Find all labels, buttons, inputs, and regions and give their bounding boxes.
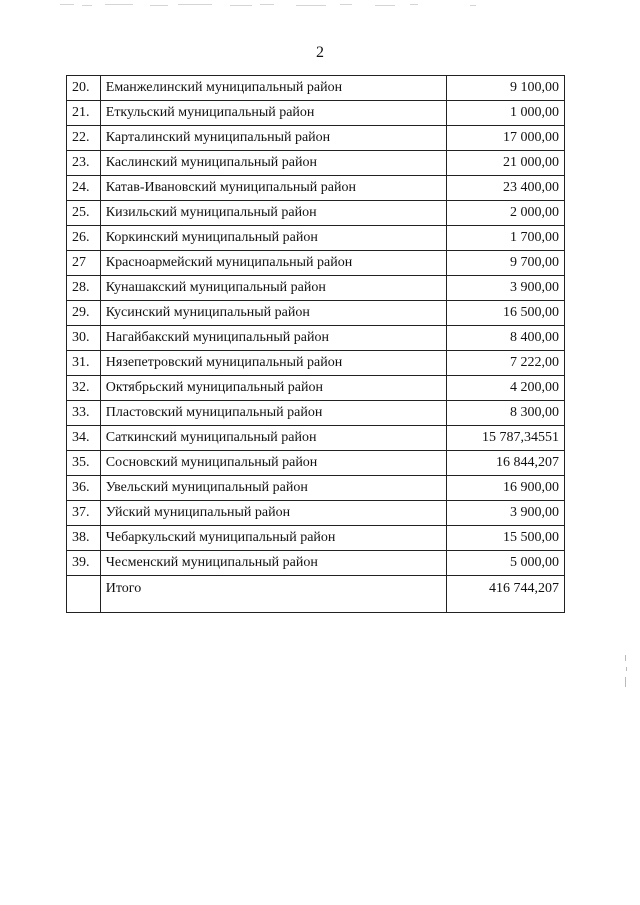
amount-value: 16 500,00 — [447, 301, 565, 326]
amount-value: 9 100,00 — [447, 76, 565, 101]
amount-value: 1 000,00 — [447, 101, 565, 126]
table-row — [67, 276, 565, 301]
row-number: 22. — [67, 126, 101, 151]
table-row — [67, 501, 565, 526]
district-name: Кунашакский муниципальный район — [100, 276, 446, 301]
table-row — [67, 526, 565, 551]
district-name: Катав-Ивановский муниципальный район — [100, 176, 446, 201]
row-number: 36. — [67, 476, 101, 501]
district-name: Нязепетровский муниципальный район — [100, 351, 446, 376]
district-name: Чесменский муниципальный район — [100, 551, 446, 576]
allocation-table — [66, 75, 565, 613]
amount-value: 2 000,00 — [447, 201, 565, 226]
row-number: 29. — [67, 301, 101, 326]
total-number — [67, 576, 101, 613]
row-number: 33. — [67, 401, 101, 426]
amount-value: 17 000,00 — [447, 126, 565, 151]
table-row — [67, 551, 565, 576]
row-number: 34. — [67, 426, 101, 451]
table-row — [67, 476, 565, 501]
row-number: 21. — [67, 101, 101, 126]
district-name: Уйский муниципальный район — [100, 501, 446, 526]
row-number: 28. — [67, 276, 101, 301]
amount-value: 3 900,00 — [447, 276, 565, 301]
amount-value: 4 200,00 — [447, 376, 565, 401]
table-row — [67, 126, 565, 151]
table-body — [67, 76, 565, 613]
table-row — [67, 101, 565, 126]
total-row — [67, 576, 565, 613]
district-name: Октябрьский муниципальный район — [100, 376, 446, 401]
row-number: 26. — [67, 226, 101, 251]
table-row — [67, 251, 565, 276]
district-name: Еманжелинский муниципальный район — [100, 76, 446, 101]
table-row — [67, 426, 565, 451]
district-name: Каслинский муниципальный район — [100, 151, 446, 176]
district-name: Сосновский муниципальный район — [100, 451, 446, 476]
table-row — [67, 151, 565, 176]
row-number: 20. — [67, 76, 101, 101]
amount-value: 9 700,00 — [447, 251, 565, 276]
row-number: 31. — [67, 351, 101, 376]
amount-value: 23 400,00 — [447, 176, 565, 201]
amount-value: 8 300,00 — [447, 401, 565, 426]
row-number: 37. — [67, 501, 101, 526]
scan-noise-decoration — [60, 2, 490, 8]
district-name: Саткинский муниципальный район — [100, 426, 446, 451]
table-row — [67, 451, 565, 476]
table-row — [67, 201, 565, 226]
row-number: 38. — [67, 526, 101, 551]
amount-value: 8 400,00 — [447, 326, 565, 351]
district-name: Еткульский муниципальный район — [100, 101, 446, 126]
table-row — [67, 401, 565, 426]
amount-value: 1 700,00 — [447, 226, 565, 251]
row-number: 27 — [67, 251, 101, 276]
amount-value: 16 844,207 — [447, 451, 565, 476]
table-row — [67, 301, 565, 326]
row-number: 25. — [67, 201, 101, 226]
district-name: Кизильский муниципальный район — [100, 201, 446, 226]
table-row — [67, 326, 565, 351]
total-amount: 416 744,207 — [447, 576, 565, 613]
amount-value: 15 500,00 — [447, 526, 565, 551]
row-number: 35. — [67, 451, 101, 476]
district-name: Нагайбакский муниципальный район — [100, 326, 446, 351]
amount-value: 7 222,00 — [447, 351, 565, 376]
table-row — [67, 226, 565, 251]
row-number: 30. — [67, 326, 101, 351]
table-row — [67, 376, 565, 401]
amount-value: 3 900,00 — [447, 501, 565, 526]
total-label: Итого — [100, 576, 446, 613]
scan-edge-mark — [624, 655, 628, 695]
table-row — [67, 76, 565, 101]
row-number: 32. — [67, 376, 101, 401]
district-name: Коркинский муниципальный район — [100, 226, 446, 251]
table-row — [67, 351, 565, 376]
row-number: 24. — [67, 176, 101, 201]
page-number: 2 — [316, 44, 324, 61]
district-name: Красноармейский муниципальный район — [100, 251, 446, 276]
district-name: Увельский муниципальный район — [100, 476, 446, 501]
district-name: Пластовский муниципальный район — [100, 401, 446, 426]
row-number: 23. — [67, 151, 101, 176]
district-name: Чебаркульский муниципальный район — [100, 526, 446, 551]
table-row — [67, 176, 565, 201]
amount-value: 5 000,00 — [447, 551, 565, 576]
amount-value: 21 000,00 — [447, 151, 565, 176]
district-name: Карталинский муниципальный район — [100, 126, 446, 151]
district-name: Кусинский муниципальный район — [100, 301, 446, 326]
row-number: 39. — [67, 551, 101, 576]
amount-value: 16 900,00 — [447, 476, 565, 501]
amount-value: 15 787,34551 — [447, 426, 565, 451]
